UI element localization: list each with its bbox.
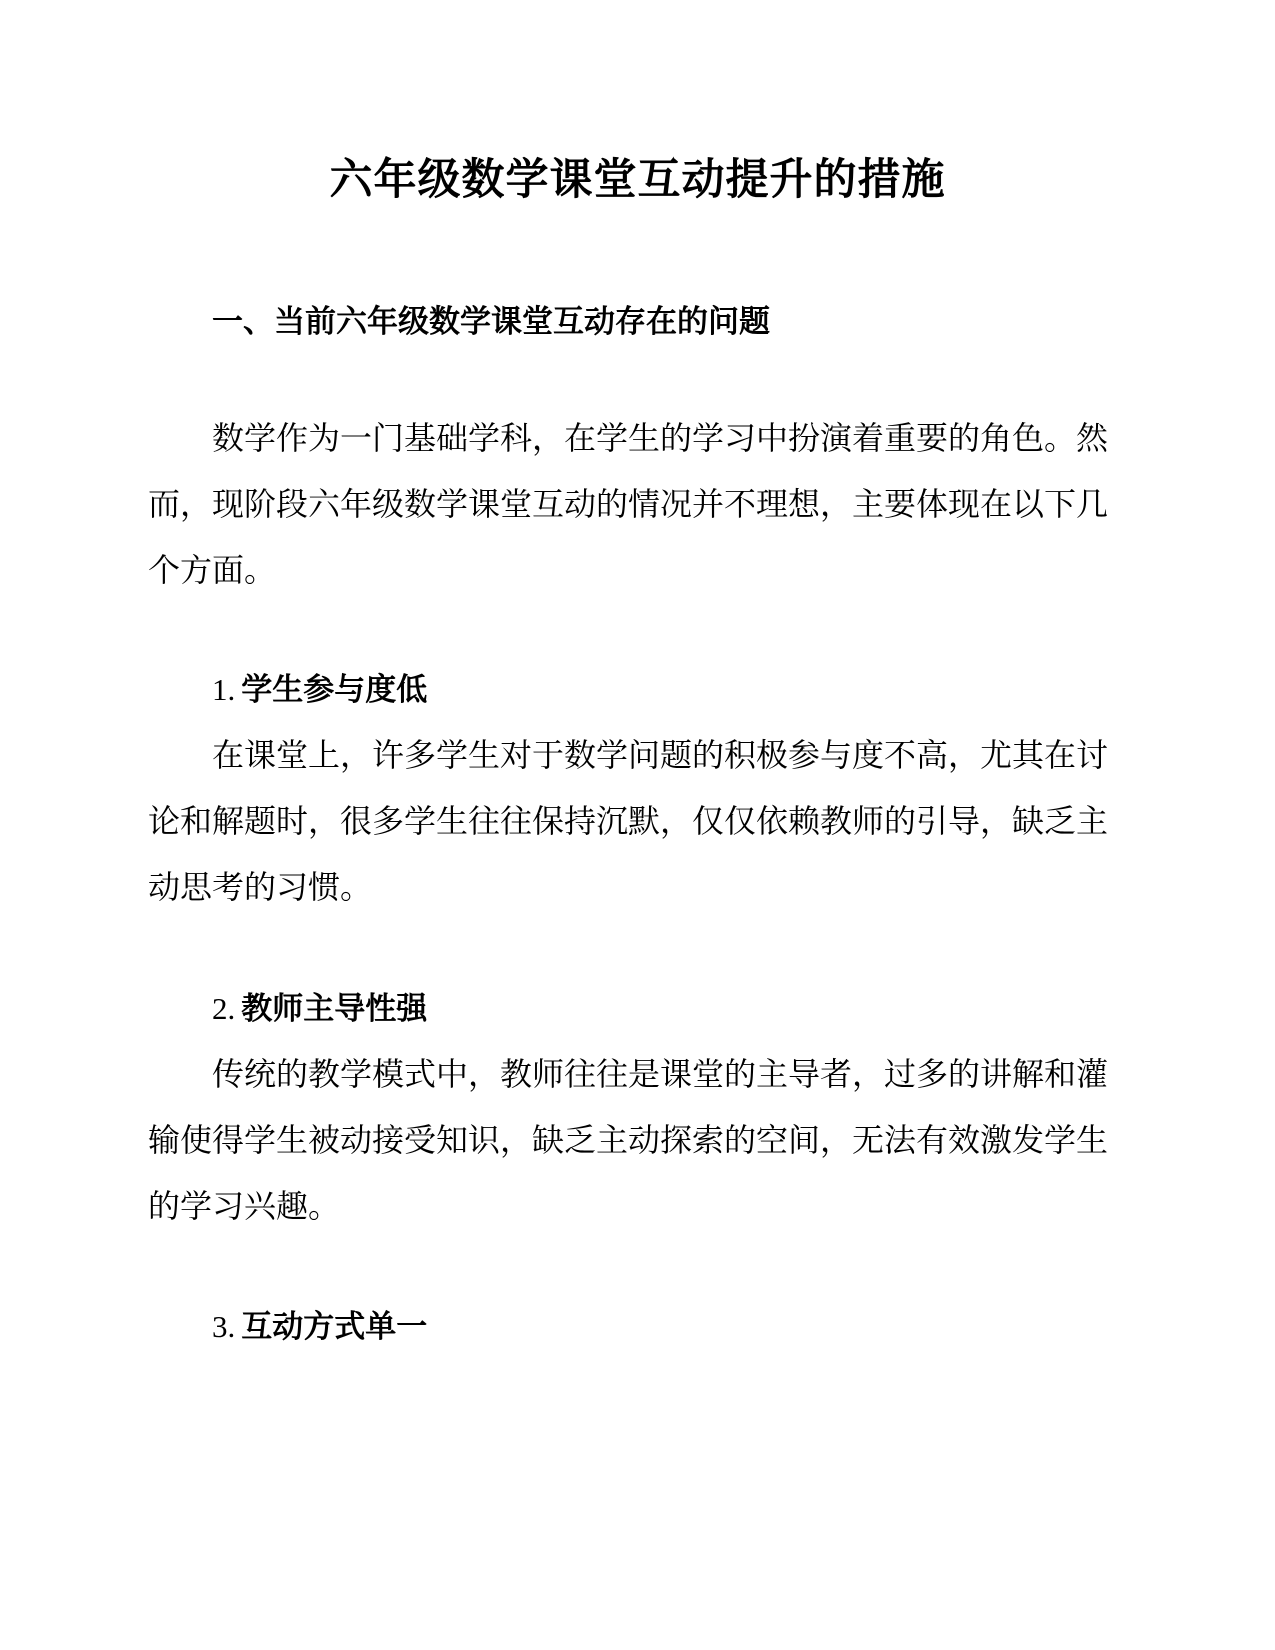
subsection-heading-1 [212,668,427,712]
intro-paragraph: 数学作为一门基础学科，在学生的学习中扮演着重要的角色。然而，现阶段六年级数学课堂互动的情况并不理想，主要体现在以下几个方面。 [148,419,1109,589]
subsection-label: 教师主导性强 [241,991,428,1027]
subsection-heading-2 [212,987,427,1031]
subsection-paragraph-2: 传统的教学模式中，教师往往是课堂的主导者，过多的讲解和灌输使得学生被动接受知识，缺乏主动探索的空间，无法有效激发学生的学习兴趣。 [148,1055,1109,1225]
subsection-number: 3. [212,1309,236,1344]
subsection-number: 1. [212,672,236,707]
subsection-paragraph-1: 在课堂上，许多学生对于数学问题的积极参与度不高，尤其在讨论和解题时，很多学生往往保持沉默，仅仅依赖教师的引导，缺乏主动思考的习惯。 [148,736,1109,906]
subsection-heading-3 [212,1305,427,1349]
subsection-label: 学生参与度低 [241,672,428,708]
subsection-label: 互动方式单一 [241,1309,428,1345]
section-heading: 一、当前六年级数学课堂互动存在的问题 [212,304,770,340]
document-title: 六年级数学课堂互动提升的措施 [329,155,946,205]
subsection-number: 2. [212,991,236,1026]
